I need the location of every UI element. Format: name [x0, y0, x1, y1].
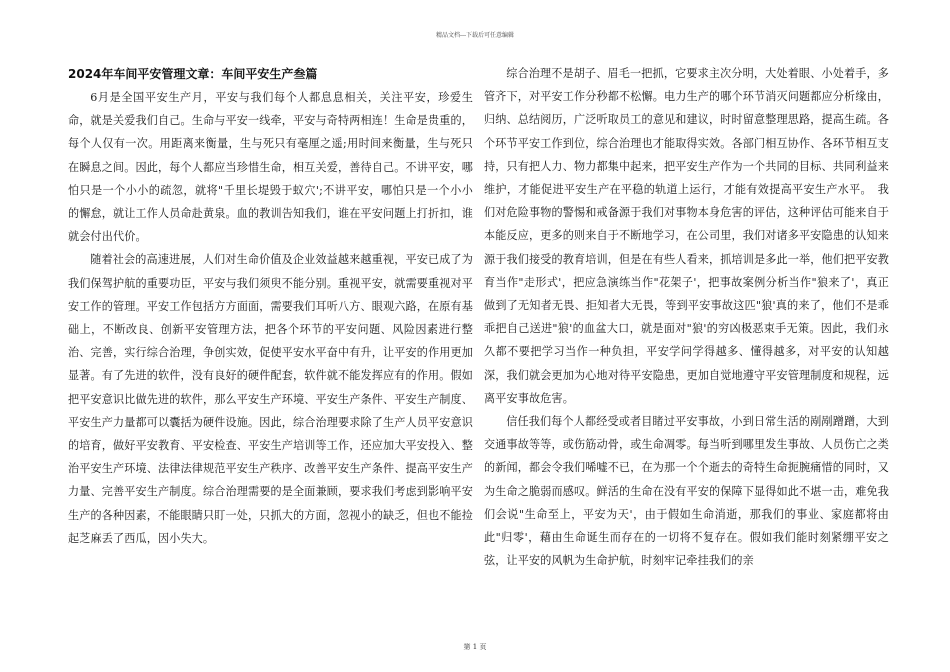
paragraph-1: 6月是全国平安生产月，平安与我们每个人都息息相关，关注平安，珍爱生命，就是关爱我们自己。生命与平安一线牵，平安与奇特两相连！生命是贵重的，每个人仅有一次。用距离来衡量，生与死只有毫厘之遥;用时间来衡量，生与死只在瞬息之间。因此，每个人都应当珍惜生命，相互关爱，善待自己。不讲平安，哪怕只是一个小小的疏忽，就将"千里长堤毁于蚁穴';不讲平安，哪怕只是一个小小的懈怠，就让工作人员命赴黄泉。血的教训告知我们，谁在平安问题上打折扣，谁就会付出代价。	[68, 91, 473, 244]
article-title: 2024年车间平安管理文章：车间平安生产叁篇	[68, 67, 318, 81]
paragraph-4: 信任我们每个人都经受或者目睹过平安事故，小到日常生活的剐剐蹭蹭，大到交通事故等等，或伤筋动骨，或生命凋零。每当听到哪里发生事故、人员伤亡之类的新闻，都会令我们唏嘘不已，在为那一个个逝去的奇特生命扼腕痛惜的同时，又为生命之脆弱而感叹。鲜活的生命在没有平安的保障下显得如此不堪一击，难免我们会说"生命至上，平安为天'，由于假如生命消逝，那我们的事业、家庭都将由此"归零'，藉由生命诞生而存在的一切将不复存在。假如我们能时刻紧绷平安之弦，让平安的风帆为生命护航，时刻牢记牵挂我们的亲	[484, 415, 889, 568]
right-column	[484, 62, 889, 572]
page-number: 第 1 页	[463, 643, 487, 651]
paragraph-2: 随着社会的高速进展，人们对生命价值及企业效益越来越重视，平安已成了为我们保驾护航的重要功臣，平安与我们须臾不能分别。重视平安，就需要重视对平安工作的管理。平安工作包括方方面面，需要我们耳听八方、眼观六路，在原有基础上，不断改良、创新平安管理方法，把各个环节的平安问题、风险因素进行整治、完善，实行综合治理，争创实效，促使平安水平奋中有升，让平安的作用更加显著。有了先进的软件，没有良好的硬件配套，软件就不能发挥应有的作用。假如把平安意识比做先进的软件，那么平安生产环境、平安生产条件、平安生产制度、平安生产力量都可以囊括为硬件设施。因此，综合治理要求除了生产人员平安意识的培育，做好平安教育、平安检查、平安生产培训等工作，还应加大平安投入、整治平安生产环境、法律法律规范平安生产秩序、改善平安生产条件、提高平安生产力量、完善平安生产制度。综合治理需要的是全面兼顾，要求我们考虑到影响平安生产的各种因素，不能眼睛只盯一处，只抓大的方面，忽视小的缺乏，但也不能捡起芝麻丢了西瓜，因小失大。	[68, 253, 473, 545]
left-column	[68, 62, 473, 550]
header-note: 精品文档---下载后可任意编辑	[435, 32, 515, 39]
paragraph-3: 综合治理不是胡子、眉毛一把抓，它要求主次分明，大处着眼、小处着手，多管齐下，对平安工作分秒都不松懈。电力生产的哪个环节消灭问题都应分析缘由，归纳、总结阅历，广泛听取员工的意见和建议，时时留意整理思路，提高生疏。各个环节平安工作到位，综合治理也才能取得实效。各部门相互协作、各环节相互支持，只有把人力、物力都集中起来，把平安生产作为一个共同的目标、共同利益来维护，才能促进平安生产在平稳的轨道上运行，才能有效提高平安生产水平。 我们对危险事物的警惕和戒备源于我们对事物本身危害的评估，这种评估可能来自于本能反应，更多的则来自于不断地学习，在公司里，我们对诸多平安隐患的认知来源于我们接受的教育培训，但是在有些人看来，抓培训是多此一举，他们把平安教育当作"走形式'，把应急演练当作"花架子'，把事故案例分析当作"狼来了'，真正做到了无知者无畏、拒知者大无畏，等到平安事故这匹"狼'真的来了，他们不是乖乖把自己送进"狼'的血盆大口，就是面对"狼'的穷凶极恶束手无策。因此，我们永久都不要把学习当作一种负担，平安学问学得越多、懂得越多，对平安的认知越深，我们就会更加为心地对待平安隐患，更加自觉地遵守平安管理制度和规程，远离平安事故危害。	[484, 67, 889, 405]
